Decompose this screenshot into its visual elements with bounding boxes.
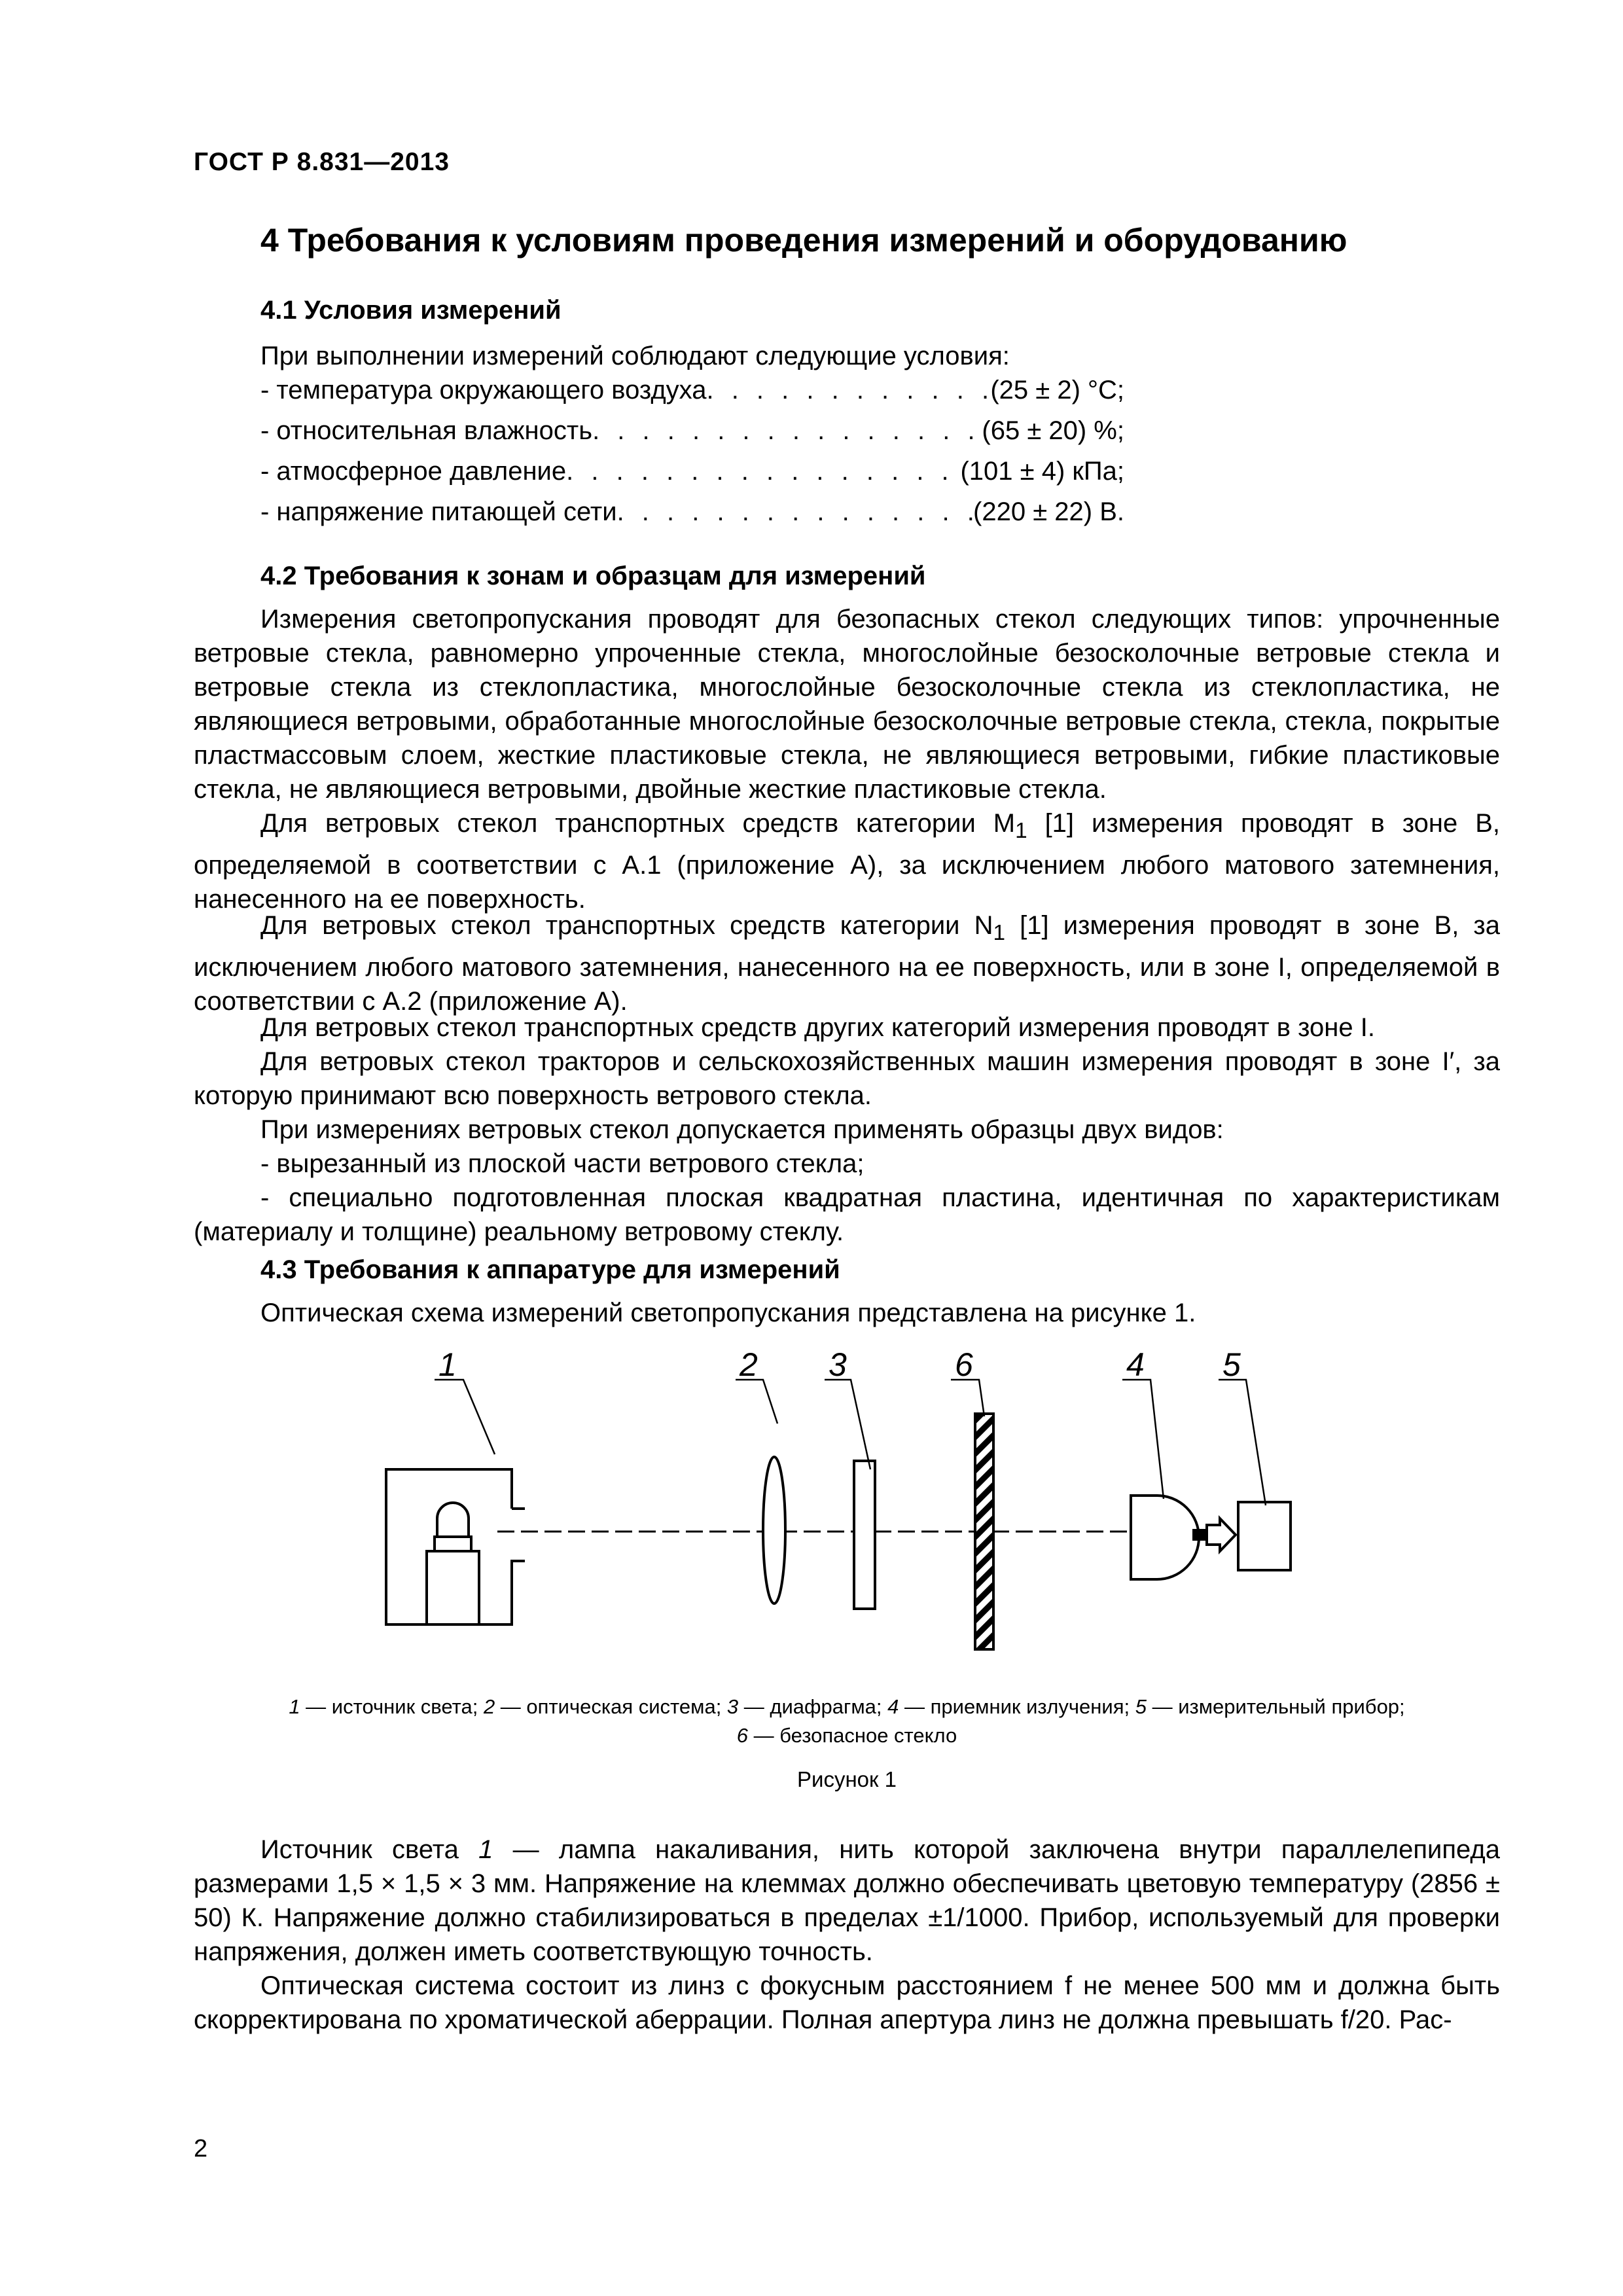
light-source <box>386 1469 525 1624</box>
zones-paragraph-5: Для ветровых стекол тракторов и сельскохозяйственных машин измерения проводят в зоне I′, за которую принимают всю поверхность ветрового стекла. <box>194 1047 1500 1110</box>
section-4-title: 4 Требования к условиям проведения измерений и оборудованию <box>260 222 1347 259</box>
zones-paragraph-1: Измерения светопропускания проводят для безопасных стекол следующих типов: упрочненные ветровые стекла, равномерно упроченные стекла, многослойные безосколочные ветровые стекла и ветровые стекла из стеклопластика, многослойные безосколочные стекла из стеклопластика, не являющиеся ветровыми, обработанные многослойные безосколочные ветровые стекла, стекла, покрытые пластмассовым слоем, жесткие пластиковые стекла, не являющиеся ветровыми, гибкие пластиковые стекла, не являющиеся ветровыми, двойные жесткие пластиковые стекла. <box>194 605 1500 804</box>
leader-lines <box>435 1380 1266 1505</box>
section-4-3-title: 4.3 Требования к аппаратуре для измерений <box>260 1255 840 1284</box>
leader-dots <box>566 457 960 486</box>
condition-label: - атмосферное давление <box>260 457 567 486</box>
lens <box>763 1457 785 1604</box>
condition-value: (101 ± 4) кПа; <box>960 457 1124 486</box>
optical-scheme-figure <box>366 1342 1387 1682</box>
zones-paragraph-7: - вырезанный из плоской части ветрового стекла; <box>260 1149 865 1178</box>
condition-value: (65 ± 20) %; <box>982 416 1124 445</box>
leader-dots <box>706 376 990 405</box>
radiation-receiver <box>1131 1496 1199 1579</box>
figure-caption-line-2: 6 — безопасное стекло <box>736 1724 957 1747</box>
condition-row <box>260 457 1124 486</box>
zones-paragraph-8: - специально подготовленная плоская квадратная пластина, идентичная по характеристикам (материалу и толщине) реальному ветровому стеклу. <box>194 1183 1500 1246</box>
condition-label: - температура окружающего воздуха <box>260 376 707 404</box>
figure-label: 4 <box>1126 1346 1145 1383</box>
figure-label: 6 <box>955 1346 973 1383</box>
condition-row <box>260 416 1124 446</box>
zones-paragraph-2: Для ветровых стекол транспортных средств категории $М_1$ [1] измерения проводят в зоне В, определяемой в соответствии с А.1 (приложение А), за исключением любого матового затемнения, нанесенного на ее поверхность. <box>194 809 1500 914</box>
zones-paragraph-6: При измерениях ветровых стекол допускается применять образцы двух видов: <box>260 1115 1224 1144</box>
figure-label: 2 <box>740 1346 758 1383</box>
document-header: ГОСТ Р 8.831—2013 <box>194 148 450 176</box>
condition-row <box>260 497 1124 527</box>
safety-glass <box>975 1414 993 1649</box>
diaphragm <box>854 1461 875 1609</box>
condition-label: - относительная влажность <box>260 416 593 445</box>
section-4-2-title: 4.2 Требования к зонам и образцам для измерений <box>260 562 926 590</box>
connector-arrow <box>1194 1518 1236 1551</box>
condition-row <box>260 376 1124 405</box>
figure-label: 5 <box>1222 1346 1241 1383</box>
figure-label: 3 <box>829 1346 847 1383</box>
condition-label: - напряжение питающей сети <box>260 497 617 526</box>
apparatus-intro: Оптическая схема измерений светопропускания представлена на рисунке 1. <box>260 1299 1196 1327</box>
section-4-1-title: 4.1 Условия измерений <box>260 296 562 325</box>
zones-paragraph-3: Для ветровых стекол транспортных средств категории $N_1$ [1] измерения проводят в зоне В, за исключением любого матового затемнения, нанесенного на ее поверхность, или в зоне I, определяемой в соответствии с А.2 (приложение А). <box>194 911 1501 1016</box>
page-number: 2 <box>194 2135 208 2162</box>
measuring-instrument <box>1238 1502 1291 1570</box>
figure-title: Рисунок 1 <box>797 1767 897 1791</box>
figure-label: 1 <box>438 1346 457 1383</box>
body-paragraph-2: Оптическая система состоит из линз с фокусным расстоянием f не менее 500 мм и должна быть скорректирована по хроматической аберрации. Полная апертура линз не должна превышать f/20. Рас- <box>194 1971 1500 2034</box>
body-paragraph-1: Источник света 1 — лампа накаливания, нить которой заключена внутри параллелепипеда размерами 1,5 × 1,5 × 3 мм. Напряжение на клеммах должно обеспечивать цветовую температуру (2856 ± 50) К. Напряжение должно стабилизироваться в пределах ±1/1000. Прибор, используемый для проверки напряжения, должен иметь соответствующую точность. <box>194 1835 1500 1966</box>
conditions-intro: При выполнении измерений соблюдают следующие условия: <box>260 342 1010 370</box>
leader-dots <box>617 497 973 527</box>
zones-paragraph-4: Для ветровых стекол транспортных средств других категорий измерения проводят в зоне I. <box>260 1013 1375 1042</box>
leader-dots <box>592 416 982 446</box>
figure-caption-line-1: 1 — источник света; 2 — оптическая система; 3 — диафрагма; 4 — приемник излучения; 5 — измерительный прибор; <box>289 1695 1405 1718</box>
condition-value: (25 ± 2) °C; <box>990 376 1124 404</box>
condition-value: (220 ± 22) В. <box>973 497 1124 526</box>
